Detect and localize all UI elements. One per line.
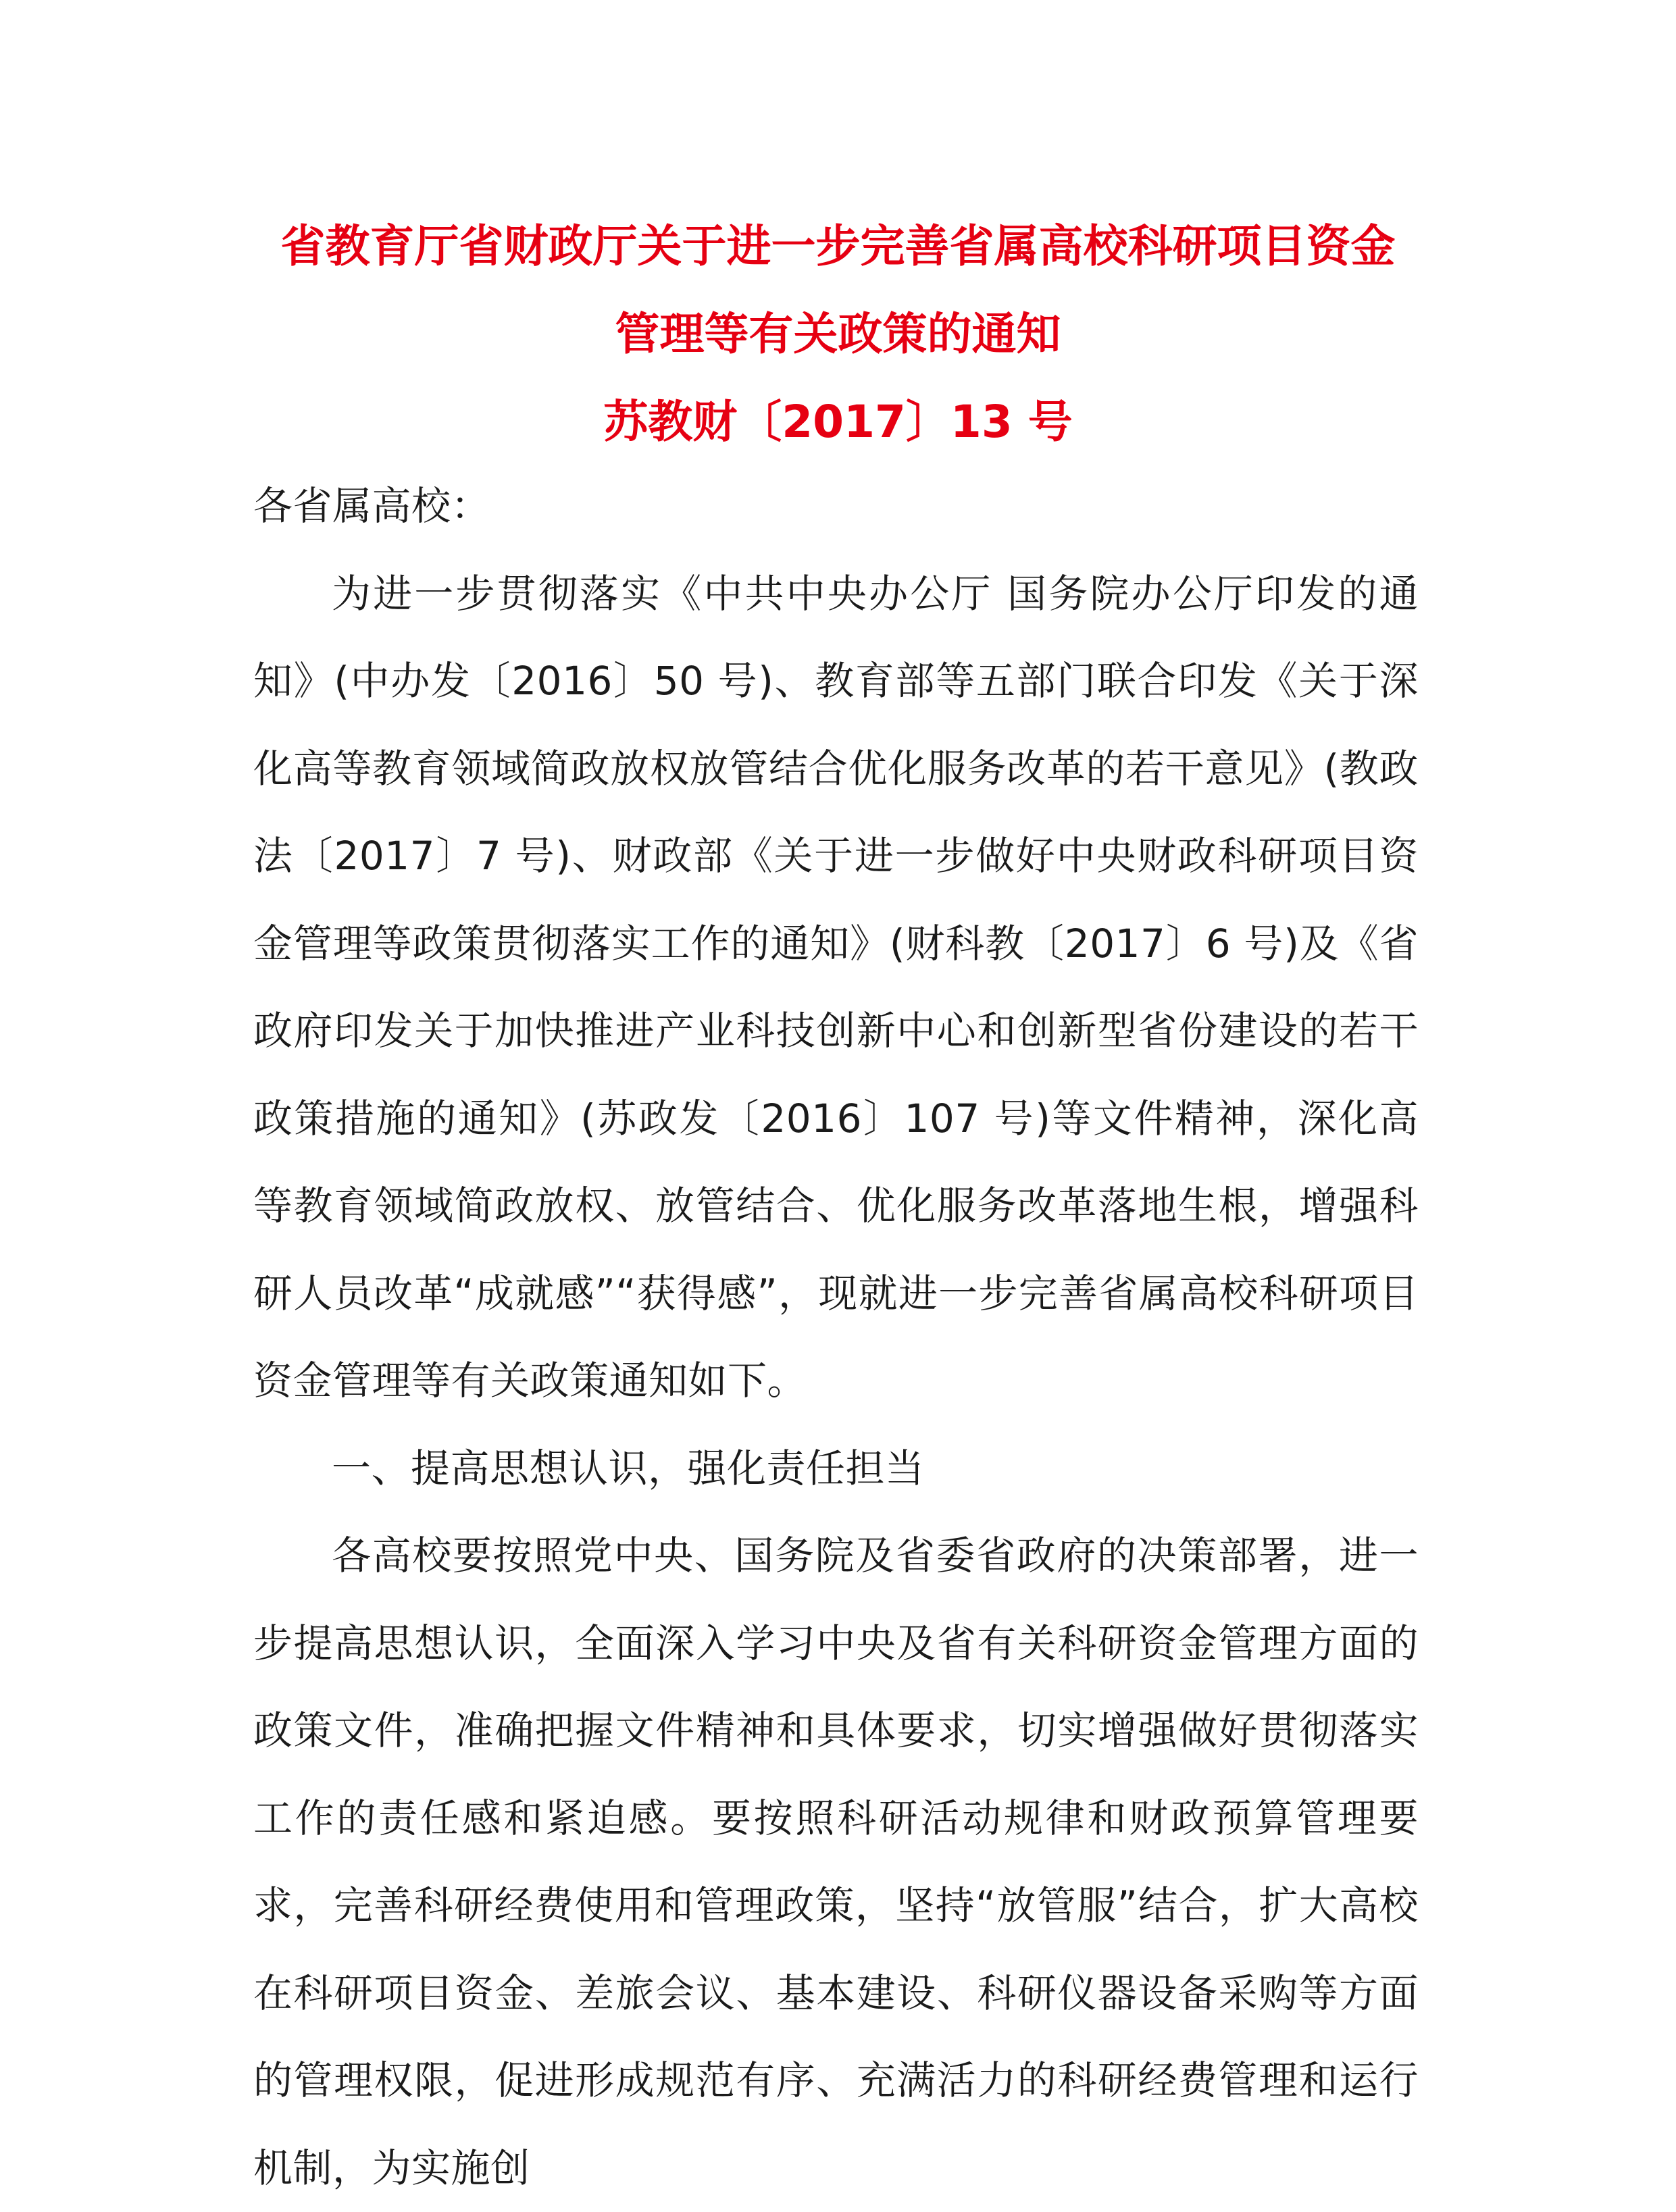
document-title-line-1: 省教育厅省财政厅关于进一步完善省属高校科研项目资金: [280, 220, 1396, 272]
intro-paragraph: 为进一步贯彻落实《中共中央办公厅 国务院办公厅印发的通知》(中办发〔2016〕50 号)、教育部等五部门联合印发《关于深化高等教育领域简政放权放管结合优化服务改革的若干意见》(教政法〔2017〕7 号)、财政部《关于进一步做好中央财政科研项目资金管理等政策贯彻落实工作的通知》(财科教〔2017〕6 号)及《省政府印发关于加快推进产业科技创新中心和创新型省份建设的若干政策措施的通知》(苏政发〔2016〕107 号)等文件精神，深化高等教育领域简政放权、放管结合、优化服务改革落地生根，增强科研人员改革“成就感”“获得感”，现就进一步完善省属高校科研项目资金管理等有关政策通知如下。: [253, 570, 1419, 1404]
section-1-paragraph: 各高校要按照党中央、国务院及省委省政府的决策部署，进一步提高思想认识，全面深入学习中央及省有关科研资金管理方面的政策文件，准确把握文件精神和具体要求，切实增强做好贯彻落实工作的责任感和紧迫感。要按照科研活动规律和财政预算管理要求，完善科研经费使用和管理政策，坚持“放管服”结合，扩大高校在科研项目资金、差旅会议、基本建设、科研仪器设备采购等方面的管理权限，促进形成规范有序、充满活力的科研经费管理和运行机制，为实施创: [253, 1533, 1419, 2191]
section-1-heading: 一、提高思想认识，强化责任担当: [332, 1445, 925, 1491]
document-title-block: [0, 203, 1676, 466]
document-number: 苏教财〔2017〕13 号: [603, 396, 1073, 448]
salutation: 各省属高校：: [253, 483, 491, 529]
document-title-line-2: 管理等有关政策的通知: [615, 308, 1061, 360]
document-body: [253, 463, 1419, 2212]
